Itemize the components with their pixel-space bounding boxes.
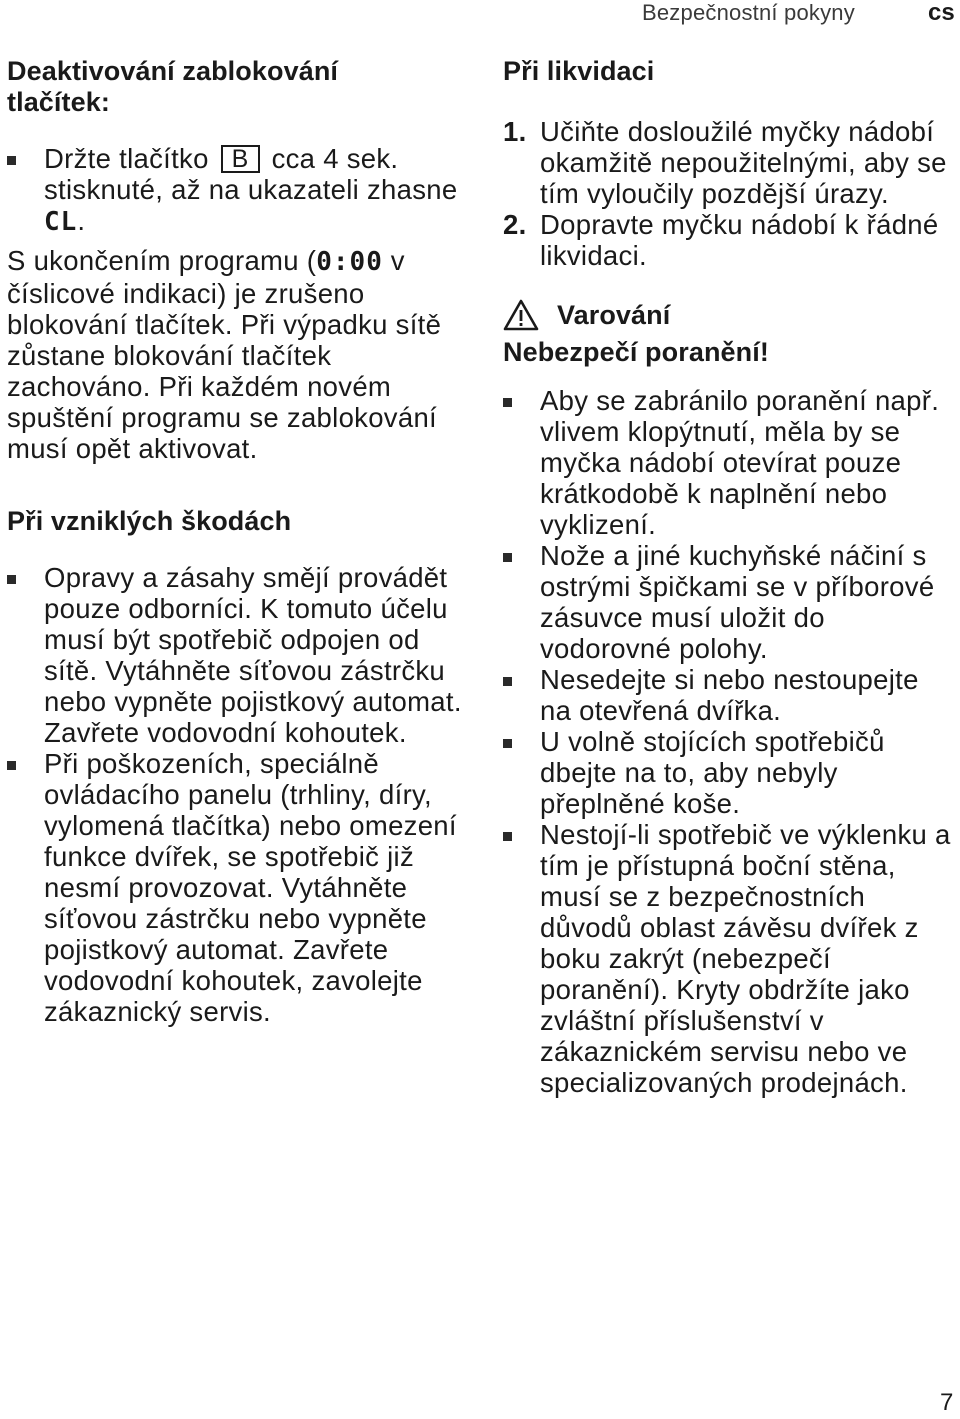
key-b-button-icon: B	[221, 145, 260, 173]
bullet-icon	[7, 575, 16, 584]
warning-triangle-icon	[503, 299, 539, 331]
display-cl-symbol: CL	[44, 207, 78, 237]
damage-item-text: Opravy a zásahy smějí provádět pouze odborníci. K tomuto účelu musí být spotřebič odpojen od sítě. Vytáhněte síťovou zástrčku nebo vypněte pojistkový automat. Zavřete vodovodní kohoutek.	[44, 562, 462, 748]
step-number: 2.	[503, 209, 527, 240]
list-item	[503, 116, 953, 209]
left-column	[7, 56, 467, 1027]
bullet-icon	[503, 553, 512, 562]
list-item	[503, 819, 953, 1098]
list-item	[503, 726, 953, 819]
list-item	[7, 748, 467, 1027]
bullet-icon	[7, 761, 16, 770]
page-number: 7	[940, 1389, 954, 1416]
bullet-icon	[7, 156, 16, 165]
danger-item-text: Nesedejte si nebo nestoupejte na otevřená dvířka.	[540, 664, 919, 726]
para-text-pre: S ukončením programu (	[7, 245, 317, 276]
deactivate-text-post: .	[77, 205, 86, 236]
warning-label: Varování	[557, 299, 671, 330]
language-code: cs	[928, 0, 955, 26]
list-item	[503, 540, 953, 664]
danger-heading: Nebezpečí poranění!	[503, 337, 769, 367]
danger-item-text: Aby se zabránilo poranění např. vlivem klopýtnutí, měla by se myčka nádobí otevírat pouze krátkodobě k naplnění nebo vyklizení.	[540, 385, 940, 540]
step-number: 1.	[503, 116, 527, 147]
bullet-icon	[503, 677, 512, 686]
bullet-icon	[503, 739, 512, 748]
step-text: Dopravte myčku nádobí k řádné likvidaci.	[540, 209, 939, 271]
disposal-heading: Při likvidaci	[503, 56, 655, 86]
list-item	[7, 143, 467, 238]
right-column	[503, 56, 953, 1098]
list-item	[7, 562, 467, 748]
deactivate-heading: Deaktivování zablokování tlačítek:	[7, 56, 339, 117]
bullet-icon	[503, 832, 512, 841]
para-text-post: v číslicové indikaci) je zrušeno blokování tlačítek. Při výpadku sítě zůstane blokování tlačítek zachováno. Při každém novém spuštění programu se zablokování musí opět aktivovat.	[7, 245, 442, 464]
program-end-paragraph	[7, 245, 467, 464]
danger-item-text: U volně stojících spotřebičů dbejte na to, aby nebyly přeplněné koše.	[540, 726, 885, 819]
danger-item-text: Nože a jiné kuchyňské náčiní s ostrými špičkami se v příborové zásuvce musí uložit do vodorovné polohy.	[540, 540, 935, 664]
list-item	[503, 209, 953, 271]
disposal-steps	[503, 116, 953, 271]
damage-list	[7, 562, 467, 1027]
display-time-symbol: 0:00	[316, 247, 383, 277]
deactivate-list	[7, 143, 467, 238]
list-item	[503, 664, 953, 726]
step-text: Učiňte dosloužilé myčky nádobí okamžitě nepoužitelnými, aby se tím vyloučily pozdější úrazy.	[540, 116, 947, 209]
section-title: Bezpečnostní pokyny	[642, 0, 855, 25]
danger-item-text: Nestojí-li spotřebič ve výklenku a tím je přístupná boční stěna, musí se z bezpečnostních důvodů oblast závěsu dvířek z boku zakrýt (nebezpečí poranění). Kryty obdržíte jako zvláštní příslušenství v zákaznickém servisu nebo ve specializovaných prodejnách.	[540, 819, 951, 1098]
list-item	[503, 385, 953, 540]
damage-item-text: Při poškozeních, speciálně ovládacího panelu (trhliny, díry, vylomená tlačítka) nebo omezení funkce dvířek, se spotřebič již nesmí provozovat. Vytáhněte síťovou zástrčku nebo vypněte pojistkový automat. Zavřete vodovodní kohoutek, zavolejte zákaznický servis.	[44, 748, 457, 1027]
bullet-icon	[503, 398, 512, 407]
warning-label-row	[503, 299, 953, 331]
damage-heading: Při vzniklých škodách	[7, 506, 292, 536]
danger-list	[503, 385, 953, 1098]
deactivate-text-mid: cca 4 sek. stisknuté, až na ukazateli zhasne	[44, 143, 458, 205]
deactivate-text-pre: Držte tlačítko	[44, 143, 209, 174]
